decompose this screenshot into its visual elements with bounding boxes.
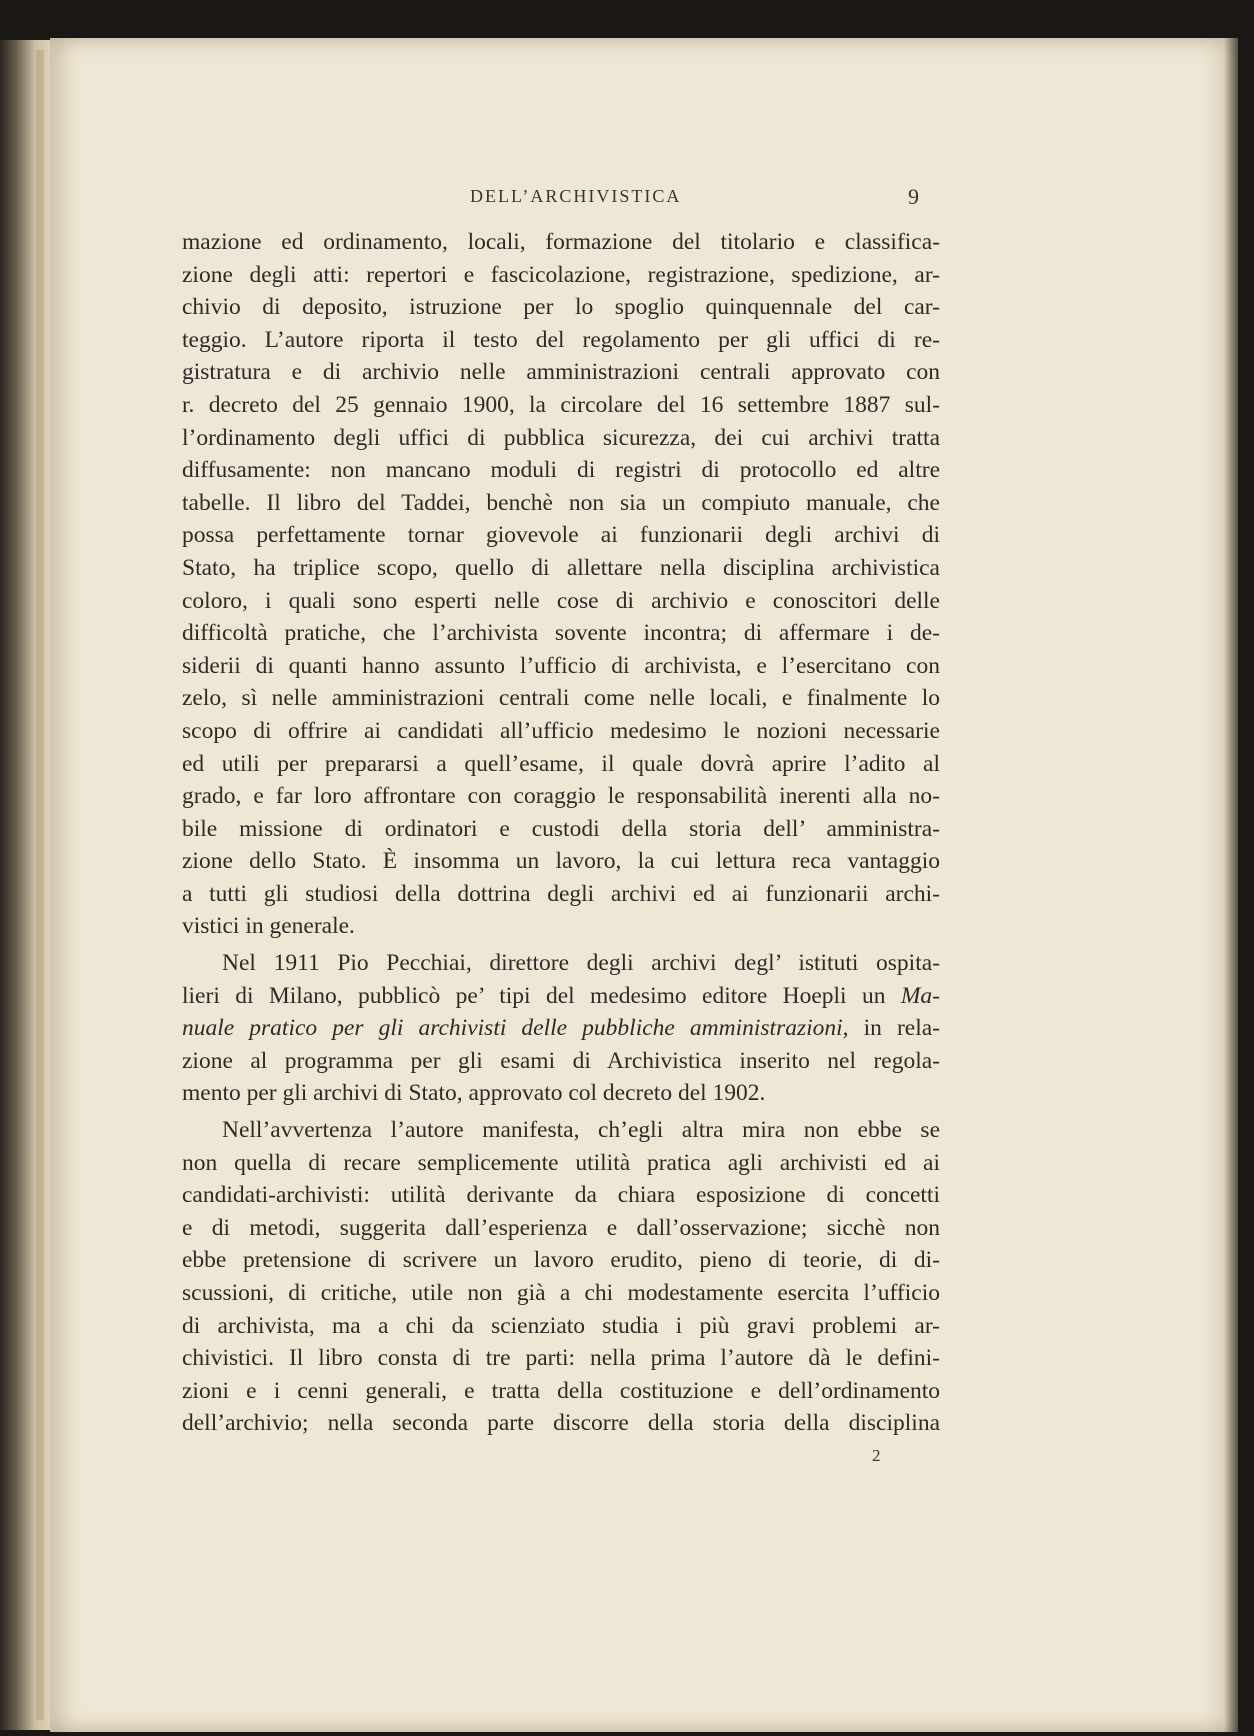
text-line: gistratura e di archivio nelle amministrazioni centrali approvato con [182, 359, 940, 386]
text-line: zelo, sì nelle amministrazioni centrali come nelle locali, e finalmente lo [182, 685, 940, 712]
text-line: e di metodi, suggerita dall’esperienza e dall’osservazione; sicchè non [182, 1214, 940, 1241]
book-title-italic: Ma- [900, 982, 940, 1009]
text-line: diffusamente: non mancano moduli di registri di protocollo ed altre [182, 457, 940, 484]
page-edge-shadow [1224, 0, 1254, 1736]
text-line: vistici in generale. [182, 913, 355, 940]
text-line: non quella di recare semplicemente utilità pratica agli archivisti ed ai [182, 1149, 940, 1176]
text-line: zione dello Stato. È insomma un lavoro, la cui lettura reca vantaggio [182, 848, 940, 875]
text-line: Nel 1911 Pio Pecchiai, direttore degli archivi degl’ istituti ospita- [222, 950, 940, 977]
text-line: scopo di offrire ai candidati all’ufficio medesimo le nozioni necessarie [182, 717, 940, 744]
text-run: lieri di Milano, pubblicò pe’ tipi del medesimo editore Hoepli un [182, 982, 901, 1009]
text-line: possa perfettamente tornar giovevole ai funzionarii degli archivi di [182, 522, 940, 549]
text-line: mento per gli archivi di Stato, approvato col decreto del 1902. [182, 1080, 766, 1107]
text-line: mazione ed ordinamento, locali, formazione del titolario e classifica- [182, 229, 940, 255]
page-sheet [50, 38, 1238, 1732]
text-line: Stato, ha triplice scopo, quello di allettare nella disciplina archivistica [182, 554, 940, 581]
text-line: tabelle. Il libro del Taddei, benchè non sia un compiuto manuale, che [182, 489, 940, 516]
text-line: Nell’avvertenza l’autore manifesta, ch’egli altra mira non ebbe se [222, 1117, 940, 1144]
text-line: coloro, i quali sono esperti nelle cose di archivio e conoscitori delle [182, 587, 940, 614]
text-line: bile missione di ordinatori e custodi della storia dell’ amministra- [182, 815, 940, 842]
text-line: ed utili per prepararsi a quell’esame, il quale dovrà aprire l’adito al [182, 750, 940, 777]
text-line [182, 1012, 940, 1045]
text-line [182, 980, 940, 1013]
text-line: di archivista, ma a chi da scienziato studia i più gravi problemi ar- [182, 1312, 940, 1339]
text-line: zione degli atti: repertori e fascicolazione, registrazione, spedizione, ar- [182, 261, 940, 288]
running-head [50, 186, 1238, 216]
spine-edge [36, 50, 44, 1720]
text-line: ebbe pretensione di scrivere un lavoro erudito, pieno di teorie, di di- [182, 1247, 940, 1274]
text-line: siderii di quanti hanno assunto l’ufficio di archivista, e l’esercitano con [182, 652, 940, 679]
page-number: 9 [908, 184, 919, 209]
text-line: teggio. L’autore riporta il testo del regolamento per gli uffici di re- [182, 326, 940, 353]
text-line: l’ordinamento degli uffici di pubblica sicurezza, dei cui archivi tratta [182, 424, 940, 451]
text-line: dell’archivio; nella seconda parte discorre della storia della disciplina [182, 1410, 940, 1437]
text-line: scussioni, di critiche, utile non già a chi modestamente esercita l’ufficio [182, 1280, 940, 1306]
text-line: chivistici. Il libro consta di tre parti: nella prima l’autore dà le defini- [182, 1345, 940, 1372]
text-line: candidati-archivisti: utilità derivante da chiara esposizione di concetti [182, 1182, 940, 1209]
running-head-title: DELL’ARCHIVISTICA [470, 186, 682, 206]
text-line: r. decreto del 25 gennaio 1900, la circolare del 16 settembre 1887 sul- [182, 391, 940, 418]
text-line: chivio di deposito, istruzione per lo spoglio quinquennale del car- [182, 294, 940, 321]
text-line: grado, e far loro affrontare con coraggio le responsabilità inerenti alla no- [182, 783, 940, 810]
text-run: , in rela- [842, 1015, 940, 1042]
text-line: zioni e i cenni generali, e tratta della costituzione e dell’ordinamento [182, 1377, 940, 1404]
book-title-italic: nuale pratico per gli archivisti delle pubbliche amministrazioni [182, 1015, 843, 1042]
signature-mark: 2 [872, 1446, 881, 1465]
text-line: zione al programma per gli esami di Archivistica inserito nel regola- [182, 1047, 940, 1074]
body-text [182, 226, 940, 1440]
text-line: difficoltà pratiche, che l’archivista sovente incontra; di affermare i de- [182, 620, 940, 647]
text-line: a tutti gli studiosi della dottrina degli archivi ed ai funzionarii archi- [182, 880, 940, 907]
